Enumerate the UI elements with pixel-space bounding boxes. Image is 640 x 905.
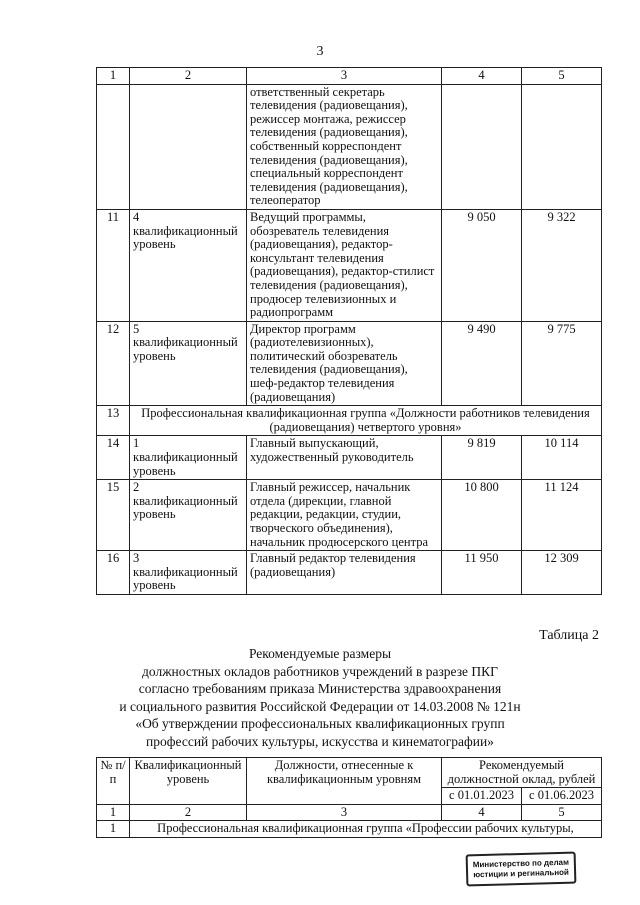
positions: Директор программ (радиотелевизионных), политический обозреватель телевидения (радиовещания), шеф-редактор телевидения (радиовещания) bbox=[247, 321, 442, 406]
column-header-2: 2 bbox=[130, 68, 247, 85]
caption-line: и социального развития Российской Федерации от 14.03.2008 № 121н bbox=[119, 698, 521, 714]
positions: ответственный секретарь телевидения (радиовещания), режиссер монтажа, режиссер телевидения (радиовещания), собственный корреспондент телевидения (радиовещания), специальный корреспондент телевидения (радиовещания), телеоператор bbox=[247, 84, 442, 209]
qualification-level: 2 квалификационный уровень bbox=[130, 480, 247, 551]
column-header-1: 1 bbox=[97, 68, 130, 85]
qualification-level: 3 квалификационный уровень bbox=[130, 551, 247, 595]
caption-line: согласно требованиям приказа Министерства здравоохранения bbox=[138, 681, 502, 696]
positions: Главный режиссер, начальник отдела (дирекции, главной редакции, редакции, студии, творческого объединения), начальник продюсерского центра bbox=[247, 480, 442, 551]
salary-2023-01: 10 800 bbox=[442, 480, 522, 551]
column-header-3: 3 bbox=[247, 68, 442, 85]
table-row bbox=[97, 406, 602, 436]
qualification-level bbox=[130, 84, 247, 209]
stamp-line: юстиции и регинальной bbox=[473, 867, 570, 880]
row-number: 15 bbox=[97, 480, 130, 551]
column-header-4: 4 bbox=[442, 68, 522, 85]
salary-2023-06: 11 124 bbox=[522, 480, 602, 551]
table-row bbox=[97, 209, 602, 321]
table-2-label: Таблица 2 bbox=[539, 628, 599, 643]
group-heading: Профессиональная квалификационная группа «Должности работников телевидения (радиовещания) четвертого уровня» bbox=[130, 406, 602, 436]
salary-2023-06: 10 114 bbox=[522, 436, 602, 480]
header-level: Квалификационный уровень bbox=[130, 758, 247, 805]
row-number: 1 bbox=[97, 821, 130, 838]
table-row bbox=[97, 551, 602, 595]
col-number-4: 4 bbox=[442, 804, 522, 821]
column-header-5: 5 bbox=[522, 68, 602, 85]
row-number: 14 bbox=[97, 436, 130, 480]
group-heading: Профессиональная квалификационная группа «Профессии рабочих культуры, bbox=[130, 821, 602, 838]
header-date-1: с 01.01.2023 bbox=[442, 788, 522, 805]
header-salary: Рекомендуемый должностной оклад, рублей bbox=[442, 758, 602, 788]
caption-line: профессий рабочих культуры, искусства и кинематографии» bbox=[146, 733, 494, 749]
salary-2023-06: 9 322 bbox=[522, 209, 602, 321]
salary-2023-01 bbox=[442, 84, 522, 209]
row-number: 13 bbox=[97, 406, 130, 436]
col-number-2: 2 bbox=[130, 804, 247, 821]
col-number-3: 3 bbox=[247, 804, 442, 821]
qualification-level: 4 квалификационный уровень bbox=[130, 209, 247, 321]
salary-2023-06: 9 775 bbox=[522, 321, 602, 406]
page-number: 3 bbox=[316, 44, 324, 59]
salary-2023-06 bbox=[522, 84, 602, 209]
table-row bbox=[97, 321, 602, 406]
table-row bbox=[97, 84, 602, 209]
positions: Ведущий программы, обозреватель телевидения (радиовещания), редактор-консультант телевидения (радиовещания), редактор-стилист телевидения (радиовещания), продюсер телевизионных и радиопрограмм bbox=[247, 209, 442, 321]
row-number: 11 bbox=[97, 209, 130, 321]
salary-2023-01: 9 819 bbox=[442, 436, 522, 480]
row-number: 12 bbox=[97, 321, 130, 406]
caption-line: должностных окладов работников учреждений в разрезе ПКГ bbox=[142, 663, 498, 679]
salary-table-tv bbox=[96, 67, 602, 595]
col-number-5: 5 bbox=[522, 804, 602, 821]
salary-2023-01: 11 950 bbox=[442, 551, 522, 595]
caption-line: «Об утверждении профессиональных квалификационных групп bbox=[135, 716, 505, 731]
positions: Главный редактор телевидения (радиовещания) bbox=[247, 551, 442, 595]
table-row bbox=[97, 480, 602, 551]
qualification-level: 5 квалификационный уровень bbox=[130, 321, 247, 406]
header-positions: Должности, отнесенные к квалификационным уровням bbox=[247, 758, 442, 805]
qualification-level: 1 квалификационный уровень bbox=[130, 436, 247, 480]
table-row bbox=[97, 436, 602, 480]
row-number: 16 bbox=[97, 551, 130, 595]
registration-stamp bbox=[466, 852, 577, 887]
col-number-1: 1 bbox=[97, 804, 130, 821]
header-date-2: с 01.06.2023 bbox=[522, 788, 602, 805]
positions: Главный выпускающий, художественный руководитель bbox=[247, 436, 442, 480]
row-number bbox=[97, 84, 130, 209]
salary-2023-01: 9 490 bbox=[442, 321, 522, 406]
salary-2023-06: 12 309 bbox=[522, 551, 602, 595]
header-num: № п/п bbox=[97, 758, 130, 805]
caption-line: Рекомендуемые размеры bbox=[248, 646, 392, 661]
stamp-line: Министерство по делам bbox=[472, 857, 570, 870]
salary-table-workers bbox=[96, 757, 602, 838]
table-2-caption bbox=[0, 645, 640, 750]
salary-2023-01: 9 050 bbox=[442, 209, 522, 321]
